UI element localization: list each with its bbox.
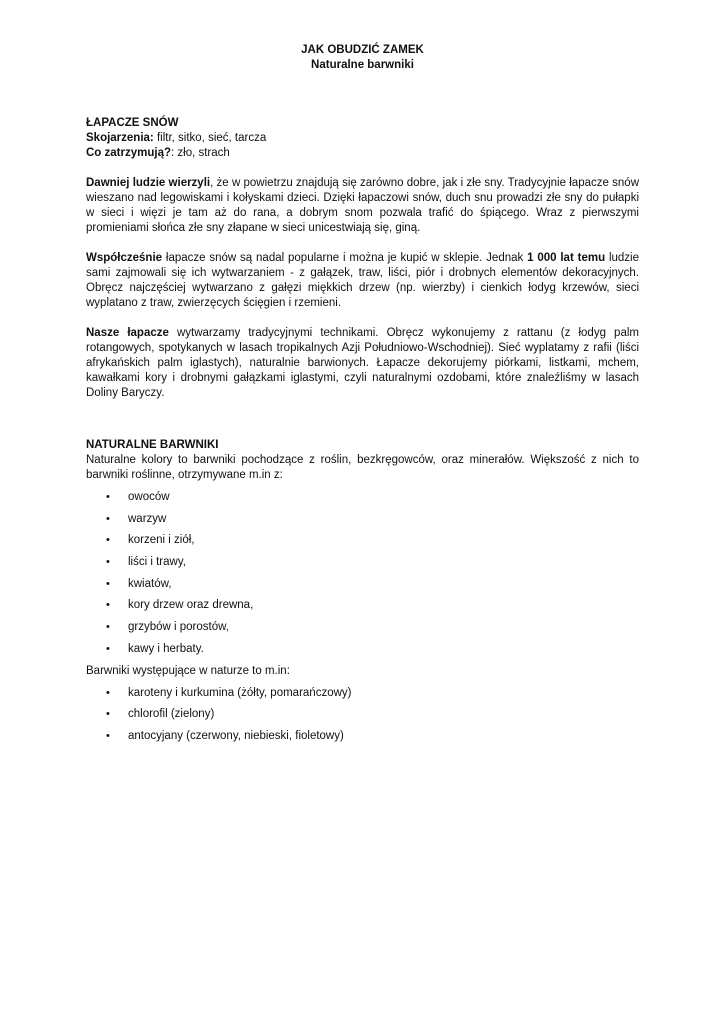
associations-line [86,131,639,146]
list-item [86,598,639,620]
paragraph-present-text-a: łapacze snów są nadal popularne i można je kupić w sklepie. Jednak [162,252,528,264]
list-item [86,686,639,708]
list-item [86,555,639,577]
list-item [86,490,639,512]
list-item-text: korzeni i ziół, [128,534,195,547]
paragraph-past [86,176,639,236]
section-heading-natural-dyes: NATURALNE BARWNIKI [86,439,219,451]
list-item-text: antocyjany (czerwony, niebieski, fioletowy) [128,729,344,742]
bullet-icon: • [106,491,110,503]
paragraph-past-text: , że w powietrzu znajdują się zarówno dobre, jak i złe sny. Tradycyjnie łapacze snów wieszano nad legowiskami i kołyskami dzieci. Dzięki łapaczowi snów, duch snu prowadzi złe sny do pułapki w sieci i więzi je tam aż do rana, a dobrym snom pozwala trafić do śpiącego. Wraz z pierwszymi promieniami słońca złe sny złapane w sieci unicestwiają się, giną. [86,177,639,234]
dyes-intro-paragraph: Naturalne kolory to barwniki pochodzące z roślin, bezkręgowców, oraz minerałów. Większość z nich to barwniki roślinne, otrzymywane m.in z: [86,454,639,481]
bullet-icon: • [106,577,110,590]
section-dreamcatchers [86,116,639,401]
paragraph-ours [86,326,639,401]
document-header [0,43,725,73]
list-item [86,707,639,729]
paragraph-present-emphasis: 1 000 lat temu [527,252,606,264]
bullet-icon: • [106,599,110,612]
stops-line [86,146,639,161]
bullet-icon: • [106,556,110,569]
section-natural-dyes [86,438,639,751]
document-title: JAK OBUDZIĆ ZAMEK [301,44,424,56]
bullet-icon: • [106,534,110,547]
bullet-icon: • [106,686,110,699]
list-item [86,729,639,751]
paragraph-past-lead: Dawniej ludzie wierzyli [86,177,211,189]
list-item-text: karoteny i kurkumina (żółty, pomarańczowy) [128,686,352,699]
list-item-text: kawy i herbaty. [128,642,204,655]
list-item-text: chlorofil (zielony) [128,708,215,721]
dyes-in-nature-intro: Barwniki występujące w naturze to m.in: [86,664,290,677]
bullet-icon: • [106,512,110,525]
list-item [86,577,639,599]
list-item-text: owoców [128,491,170,503]
natural-dyes-list [86,686,639,751]
stops-value: : zło, strach [171,147,230,159]
paragraph-ours-lead: Nasze łapacze [86,327,169,339]
list-item-text: kory drzew oraz drewna, [128,599,254,612]
list-item-text: warzyw [128,512,167,525]
bullet-icon: • [106,708,110,721]
list-item [86,642,639,664]
paragraph-present-lead: Współcześnie [86,252,163,264]
list-item [86,533,639,555]
associations-label: Skojarzenia: [86,132,154,144]
associations-value: filtr, sitko, sieć, tarcza [153,132,267,144]
bullet-icon: • [106,729,110,742]
bullet-icon: • [106,642,110,655]
paragraph-present [86,251,639,311]
list-item-text: grzybów i porostów, [128,621,229,634]
paragraph-present-text-b: ludzie sami zajmowali się ich wytwarzaniem - z gałązek, traw, liści, piór i drobnych elementów dekoracyjnych. Obręcz najczęściej wytwarzano z gałęzi miękkich drzew (np. wierzby) i cienkich łodyg krzewów, sieci wyplatano z traw, zwierzęcych ścięgien i rzemieni. [86,252,639,309]
stops-label: Co zatrzymują? [86,147,171,159]
list-item-text: liści i trawy, [128,556,186,569]
dye-sources-list [86,490,639,664]
paragraph-ours-text: wytwarzamy tradycyjnymi technikami. Obręcz wykonujemy z rattanu (z łodyg palm rotangowych, spotykanych w lasach tropikalnych Azji Południowo-Wschodniej). Sieć wyplatamy z rafii (liści afrykańskich palm iglastych), naturalnie barwionych. Łapacze dekorujemy piórkami, listkami, mchem, kawałkami kory i drobnymi gałązkami iglastymi, czyli naturalnymi ozdobami, które znaleźliśmy w lasach Doliny Baryczy. [86,327,639,399]
document-subtitle: Naturalne barwniki [311,59,414,71]
list-item [86,620,639,642]
list-item-text: kwiatów, [128,577,172,590]
document-body [86,116,639,751]
list-item [86,512,639,534]
section-heading-dreamcatchers: ŁAPACZE SNÓW [86,117,179,129]
bullet-icon: • [106,621,110,634]
